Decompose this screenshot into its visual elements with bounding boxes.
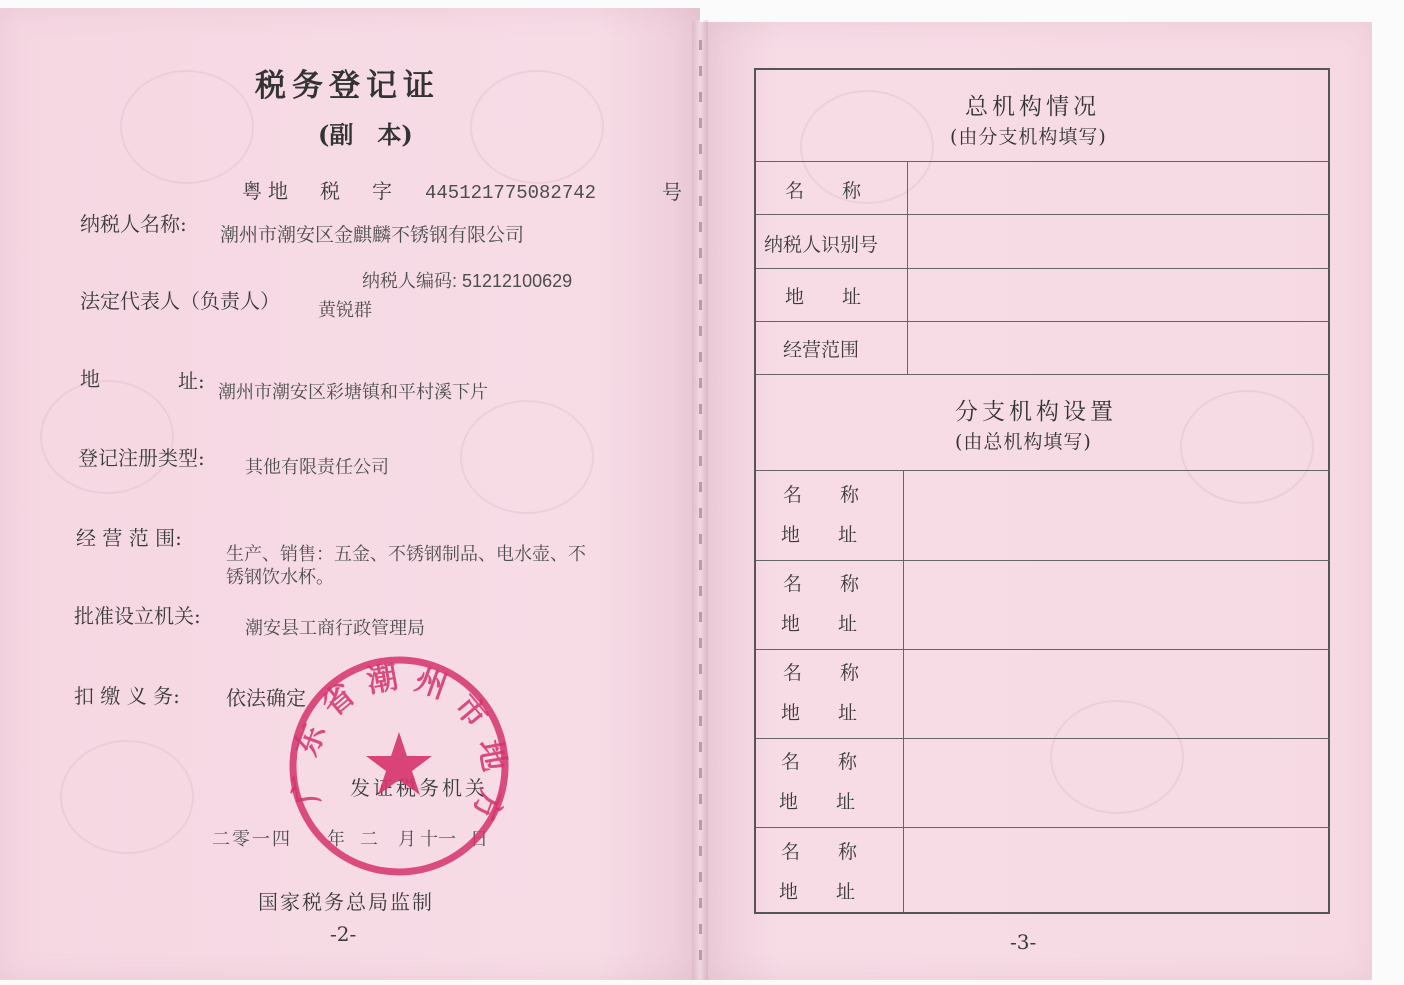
table-row-divider xyxy=(756,214,1330,215)
legal-rep-label: 法定代表人（负责人） xyxy=(80,289,280,313)
approval-value: 潮安县工商行政管理局 xyxy=(245,618,425,638)
cert-number-suffix: 号 xyxy=(662,180,682,204)
binding-stitch xyxy=(699,482,702,492)
seal-graphic xyxy=(285,652,513,880)
table-row-divider xyxy=(756,560,1330,561)
taxpayer-name-value: 潮州市潮安区金麒麟不锈钢有限公司 xyxy=(220,225,525,246)
table-row-divider xyxy=(756,738,1330,739)
issue-date-day: 十一 xyxy=(420,829,456,849)
binding-stitch xyxy=(699,742,702,752)
cert-number: 445121775082742 xyxy=(425,182,597,204)
address-label-char1: 地 xyxy=(80,367,100,391)
binding-stitch xyxy=(699,924,702,934)
binding-stitch xyxy=(699,794,702,804)
binding-stitch xyxy=(699,872,702,882)
hq-row-label-scope: 经营范围 xyxy=(783,339,860,361)
binding-stitch xyxy=(699,716,702,726)
reg-type-label: 登记注册类型: xyxy=(78,446,205,470)
branch-address-label: 地 址 xyxy=(779,881,856,903)
issue-date-year: 二零一四 xyxy=(212,829,292,849)
address-label-char2: 址: xyxy=(178,369,205,393)
hq-section-subtitle: (由分支机构填写) xyxy=(950,126,1107,148)
cert-number-prefix: 粤地 税 字 xyxy=(242,179,398,203)
hq-row-label-taxid: 纳税人识别号 xyxy=(764,234,879,256)
issue-date-month: 二 xyxy=(360,829,378,849)
table-row-divider xyxy=(756,268,1330,269)
page-number-right: -3- xyxy=(1010,930,1037,954)
binding-stitch xyxy=(699,768,702,778)
binding-stitch xyxy=(699,326,702,336)
branch-name-label: 名 称 xyxy=(783,573,860,595)
binding-stitch xyxy=(699,456,702,466)
obligation-label: 扣 缴 义 务: xyxy=(74,684,180,708)
binding-stitch xyxy=(699,144,702,154)
branch-address-label: 地 址 xyxy=(781,613,858,635)
certificate-title: 税务登记证 xyxy=(255,68,440,104)
branch-section-title: 分支机构设置 xyxy=(955,399,1117,425)
scope-value-line2: 锈钢饮水杯。 xyxy=(226,567,334,587)
branch-address-label: 地 址 xyxy=(781,524,858,546)
branch-address-label: 地 址 xyxy=(779,791,856,813)
branch-section-subtitle: (由总机构填写) xyxy=(955,431,1092,453)
binding-stitch xyxy=(699,352,702,362)
binding-stitch xyxy=(699,66,702,76)
scope-value-line1: 生产、销售：五金、不锈钢制品、电水壶、不 xyxy=(226,544,586,564)
branch-address-label: 地 址 xyxy=(781,702,858,724)
binding-stitch xyxy=(699,846,702,856)
hq-row-label-address: 地 址 xyxy=(785,286,862,308)
taxpayer-name-label: 纳税人名称: xyxy=(80,212,187,236)
seal-text: 广东省潮州市地方 xyxy=(286,659,512,825)
branch-name-label: 名 称 xyxy=(781,751,858,773)
watermark-emblem xyxy=(470,70,604,184)
hq-row-label-name: 名 称 xyxy=(785,180,862,202)
binding-stitch xyxy=(699,560,702,570)
table-column-divider xyxy=(903,470,904,912)
binding-stitch xyxy=(699,378,702,388)
binding-stitch xyxy=(699,196,702,206)
address-value: 潮州市潮安区彩塘镇和平村溪下片 xyxy=(218,382,488,402)
table-row-divider xyxy=(756,374,1330,375)
supervision-footer: 国家税务总局监制 xyxy=(258,890,434,914)
binding-stitch xyxy=(699,430,702,440)
binding-stitch xyxy=(699,40,702,50)
binding-stitch xyxy=(699,170,702,180)
taxpayer-code: 纳税人编码: 51212100629 xyxy=(362,271,573,291)
watermark-emblem xyxy=(60,740,194,854)
binding-stitch xyxy=(699,248,702,258)
watermark-emblem xyxy=(460,400,594,514)
table-row-divider xyxy=(756,161,1330,162)
binding-stitch xyxy=(699,612,702,622)
certificate-subtitle: (副 本) xyxy=(318,120,413,149)
table-column-divider xyxy=(907,161,908,374)
table-row-divider xyxy=(756,827,1330,828)
binding-stitch xyxy=(699,638,702,648)
issue-date-ri: 日 xyxy=(470,829,488,849)
watermark-emblem xyxy=(40,380,174,494)
binding-stitch xyxy=(699,820,702,830)
binding-stitch xyxy=(699,222,702,232)
reg-type-value: 其他有限责任公司 xyxy=(245,457,389,477)
branch-name-label: 名 称 xyxy=(783,662,860,684)
branch-name-label: 名 称 xyxy=(783,484,860,506)
binding-gutter xyxy=(692,20,708,980)
scope-label: 经 营 范 围: xyxy=(76,526,182,550)
binding-stitch xyxy=(699,92,702,102)
binding-stitch xyxy=(699,404,702,414)
issue-date-yue: 月 xyxy=(398,829,416,849)
binding-stitch xyxy=(699,508,702,518)
binding-stitch xyxy=(699,664,702,674)
approval-label: 批准设立机关: xyxy=(74,604,201,628)
issuer-label: 发证税务机关 xyxy=(350,776,488,800)
table-row-divider xyxy=(756,470,1330,471)
issue-date-nian: 年 xyxy=(327,829,345,849)
table-row-divider xyxy=(756,321,1330,322)
binding-stitch xyxy=(699,898,702,908)
branch-name-label: 名 称 xyxy=(781,841,858,863)
binding-stitch xyxy=(699,690,702,700)
official-seal xyxy=(285,652,513,880)
binding-stitch xyxy=(699,274,702,284)
binding-stitch xyxy=(699,534,702,544)
binding-stitch xyxy=(699,950,702,960)
obligation-value: 依法确定 xyxy=(226,686,306,710)
binding-stitch xyxy=(699,118,702,128)
legal-rep-value: 黄锐群 xyxy=(318,300,372,320)
binding-stitch xyxy=(699,586,702,596)
page-number-left: -2- xyxy=(330,922,357,946)
watermark-emblem xyxy=(120,70,254,184)
table-row-divider xyxy=(756,649,1330,650)
hq-section-title: 总机构情况 xyxy=(965,94,1100,120)
binding-stitch xyxy=(699,300,702,310)
